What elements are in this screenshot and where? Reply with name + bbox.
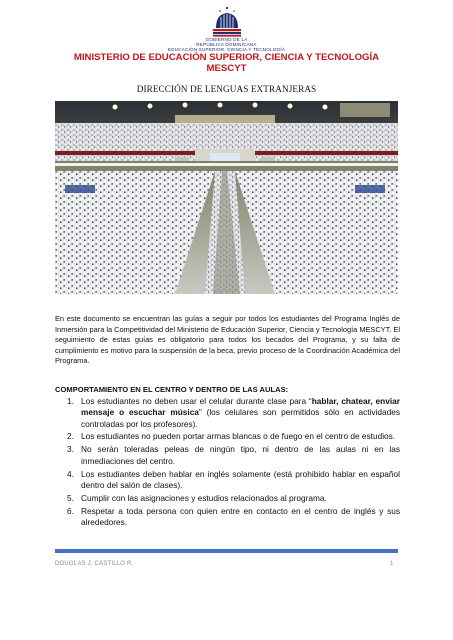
list-number: 5.	[67, 492, 74, 503]
list-text: Los estudiantes no pueden portar armas blancas o de fuego en el centro de estudios.	[81, 431, 396, 442]
page-number: 1	[390, 561, 394, 567]
list-item	[55, 469, 400, 492]
list-text-bold: hablar, chatear, enviar mensaje o escuchar música	[81, 396, 400, 418]
list-text: Respetar a toda persona con quien entre en contacto en el centro de inglés y sus alrededores.	[81, 505, 400, 527]
logo-caption-line: REPÚBLICA DOMINICANA	[196, 42, 257, 48]
list-text: Los estudiantes no deben usar el celular durante clase para “	[81, 396, 312, 406]
department-title: DIRECCIÓN DE LENGUAS EXTRANJERAS	[136, 84, 317, 94]
list-item	[55, 493, 400, 504]
rules-list	[55, 396, 400, 530]
list-text: Los estudiantes deben hablar en inglés solamente (está prohibido hablar en español dentro del salón de clases).	[81, 468, 400, 490]
list-item	[55, 396, 400, 430]
logo-caption	[150, 37, 303, 53]
list-item	[55, 431, 400, 442]
ministry-title-line1: MINISTERIO DE EDUCACIÓN SUPERIOR, CIENCIA Y TECNOLOGÍA	[73, 52, 380, 63]
footer-author: DOUGLAS J. CASTILLO R.	[55, 561, 134, 567]
list-number: 1.	[67, 396, 74, 406]
list-item	[55, 506, 400, 529]
list-number: 2.	[67, 431, 74, 442]
section-heading: COMPORTAMIENTO EN EL CENTRO Y DENTRO DE LAS AULAS:	[55, 385, 289, 394]
list-number: 6.	[67, 505, 74, 516]
intro-paragraph: En este documento se encuentran las guías a seguir por todos los estudiantes del Programa Inglés de Inmersión para la Competitividad del Ministerio de Educación Superior, Ciencia y Tecnología MESCYT. El seguimiento de estas guías es obligatorio para todos los becados del Programa, y su falta de cumplimiento es motivo para la suspensión de la beca, previo proceso de la Coordinación Académica del Programa.	[55, 314, 400, 366]
list-text: No serán toleradas peleas de ningún tipo, ni dentro de las aulas ni en las inmediaciones del centro.	[81, 444, 400, 466]
list-text: Cumplir con las asignaciones y estudios relacionados al programa.	[81, 492, 327, 503]
logo-caption-line: EDUCACIÓN SUPERIOR, CIENCIA Y TECNOLOGÍA	[167, 47, 286, 53]
list-text: ” (los celulares son permitidos sólo en actividades controladas por los profesores).	[81, 407, 400, 429]
ministry-title-line2: MESCYT	[206, 63, 247, 74]
list-item	[55, 444, 400, 467]
arena-event-photo	[55, 101, 398, 294]
logo-caption-line: GOBIERNO DE LA	[205, 37, 248, 42]
footer-rule	[55, 549, 398, 553]
list-number: 3.	[67, 444, 74, 455]
ministry-title	[40, 52, 413, 74]
list-number: 4.	[67, 468, 74, 479]
